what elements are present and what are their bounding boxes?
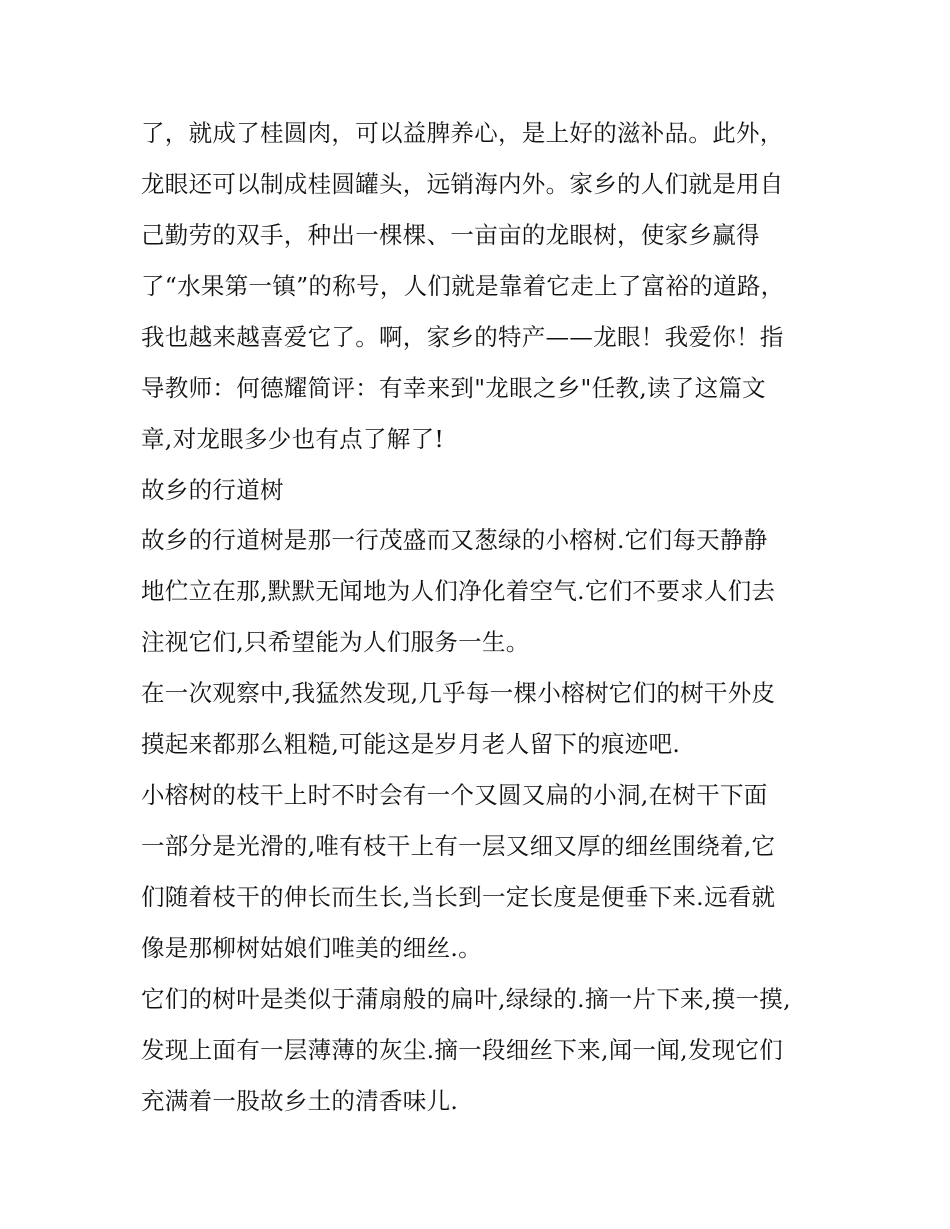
text-line: 注视它们,只希望能为人们服务一生。 [141,628,530,656]
section-title [141,465,821,515]
text-line: 故乡的行道树是那一行茂盛而又葱绿的小榕树.它们每天静静 [141,526,768,554]
text-line: 摸起来都那么粗糙,可能这是岁月老人留下的痕迹吧. [141,730,681,758]
document-text [141,108,821,1127]
text-line: 小榕树的枝干上时不时会有一个又圆又扁的小洞,在树干下面 [141,781,768,809]
text-line: 一部分是光滑的,唯有枝干上有一层又细又厚的细丝围绕着,它 [141,832,776,860]
paragraph-leaves [141,974,821,1127]
section-title-text: 故乡的行道树 [141,476,284,504]
text-line: 在一次观察中,我猛然发现,几乎每一棵小榕树它们的树干外皮 [141,679,776,707]
text-line: 己勤劳的双手，种出一棵棵、一亩亩的龙眼树，使家乡赢得 [141,221,760,249]
text-line: 们随着枝干的伸长而生长,当长到一定长度是便垂下来.远看就 [141,883,776,911]
text-line: 像是那柳树姑娘们唯美的细丝.。 [141,934,482,962]
text-line: 地伫立在那,默默无闻地为人们净化着空气.它们不要求人们去 [141,577,776,605]
text-line: 了“水果第一镇”的称号，人们就是靠着它走上了富裕的道路， [141,272,785,300]
text-line: 充满着一股故乡土的清香味儿. [141,1087,459,1115]
text-line: 龙眼还可以制成桂圆罐头，远销海内外。家乡的人们就是用自 [141,170,784,198]
paragraph-longan-ending [141,108,821,465]
text-line: 导教师：何德耀简评：有幸来到"龙眼之乡"任教,读了这篇文 [141,374,766,402]
paragraph-intro [141,515,821,668]
text-line: 章,对龙眼多少也有点了解了! [141,425,445,453]
text-line: 发现上面有一层薄薄的灰尘.摘一段细丝下来,闻一闻,发现它们 [141,1036,784,1064]
paragraph-bark [141,668,821,770]
text-line: 它们的树叶是类似于蒲扇般的扁叶,绿绿的.摘一片下来,摸一摸, [141,985,791,1013]
text-line: 我也越来越喜爱它了。啊，家乡的特产——龙眼！我爱你！指 [141,323,784,351]
text-line: 了，就成了桂圆肉，可以益脾养心，是上好的滋补品。此外， [141,119,784,147]
paragraph-branches [141,770,821,974]
